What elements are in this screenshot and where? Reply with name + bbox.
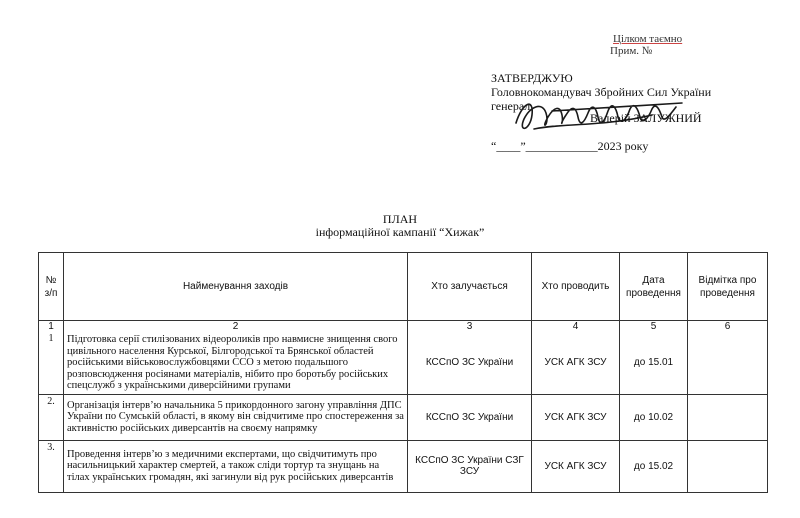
column-header: Хто проводить <box>532 253 620 321</box>
table-row <box>39 332 768 394</box>
date-cell: до 15.02 <box>620 440 688 492</box>
date-cell: до 15.01 <box>620 332 688 394</box>
column-number: 4 <box>532 321 620 333</box>
task-cell: Проведення інтерв’ю з медичними експертами, що свідчитимуть про насильницький характер смертей, а також сліди тортур та знущань на тілах українських громадян, які загинули від рук російських диверсантів <box>64 440 408 492</box>
approval-position: Головнокомандувач Збройних Сил України <box>491 85 712 99</box>
row-number: 2. <box>39 394 64 440</box>
approver-name: Валерій ЗАЛУЖНИЙ <box>590 111 702 125</box>
column-number: 6 <box>688 321 768 333</box>
mark-cell <box>688 394 768 440</box>
approval-heading: ЗАТВЕРДЖУЮ <box>491 71 573 85</box>
involved-cell: КССпО ЗС України СЗГ ЗСУ <box>408 440 532 492</box>
document-subtitle: інформаційної кампанії “Хижак” <box>315 225 485 239</box>
column-number: 2 <box>64 321 408 333</box>
copy-number-label: Прим. № <box>610 45 653 57</box>
table-row <box>39 440 768 492</box>
involved-cell: КССпО ЗС України <box>408 332 532 394</box>
table-row <box>39 394 768 440</box>
mark-cell <box>688 332 768 394</box>
column-header: Хто залучається <box>408 253 532 321</box>
task-cell: Організація інтерв’ю начальника 5 прикордонного загону управління ДПС України по Сумській області, в якому він свідчитиме про спостереження за активністю російських диверсантів на своєму напрямку <box>64 394 408 440</box>
column-number: 3 <box>408 321 532 333</box>
approval-rank: генерал <box>491 99 531 113</box>
column-header: № з/п <box>39 253 64 321</box>
column-header: Найменування заходів <box>64 253 408 321</box>
row-number: 3. <box>39 440 64 492</box>
mark-cell <box>688 440 768 492</box>
document-title: ПЛАН <box>382 212 418 226</box>
table-header-row <box>39 253 768 321</box>
column-number-row <box>39 321 768 333</box>
column-header: Дата проведення <box>620 253 688 321</box>
row-number: 1 <box>39 332 64 394</box>
involved-cell: КССпО ЗС України <box>408 394 532 440</box>
plan-table <box>38 252 768 493</box>
secrecy-label: Цілком таємно <box>613 33 683 45</box>
conducts-cell: УСК АГК ЗСУ <box>532 440 620 492</box>
column-number: 5 <box>620 321 688 333</box>
date-cell: до 10.02 <box>620 394 688 440</box>
column-header: Відмітка про проведення <box>688 253 768 321</box>
conducts-cell: УСК АГК ЗСУ <box>532 394 620 440</box>
column-number: 1 <box>39 321 64 333</box>
conducts-cell: УСК АГК ЗСУ <box>532 332 620 394</box>
task-cell: Підготовка серії стилізованих відеороликів про навмисне знищення свого цивільного населення Курської, Білгородської та Брянської областей російськими військовослужбовцями ССО з метою подальшого розповсюдження росіянами матеріалів, нібито про боротьбу російських спецслужб з українськими диверсійними групами <box>64 332 408 394</box>
approval-date: “____”____________2023 року <box>491 139 649 153</box>
